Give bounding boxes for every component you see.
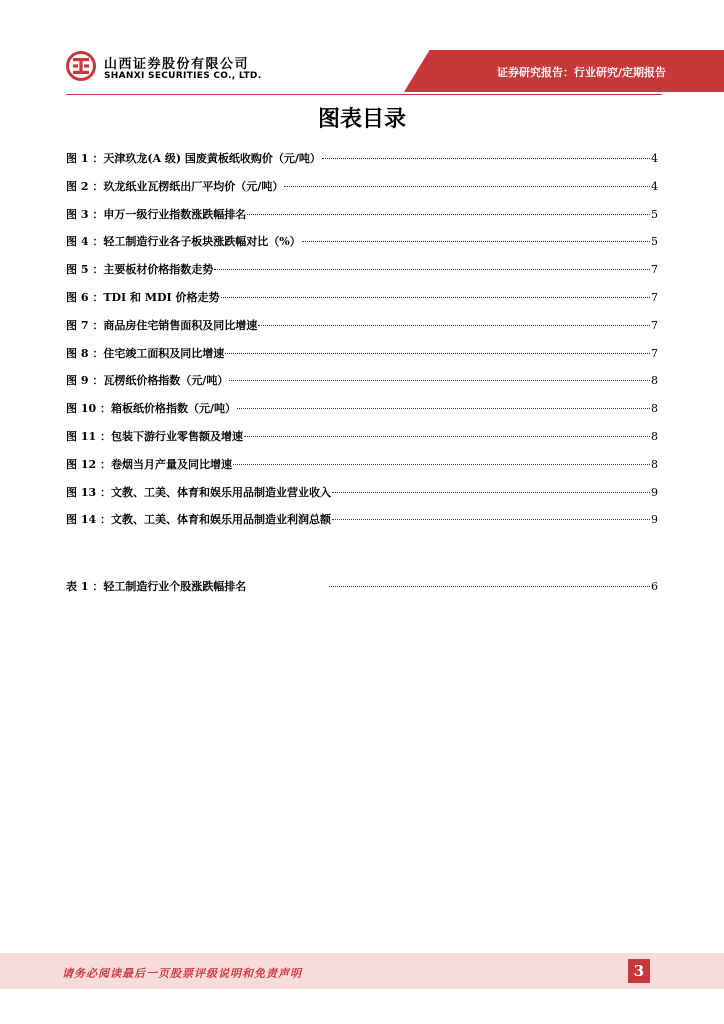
dot-leader bbox=[322, 157, 650, 159]
dot-leader bbox=[329, 585, 650, 587]
toc-entry-label: 图 12 ：卷烟当月产量及同比增速 bbox=[66, 457, 232, 471]
toc-entry-page: 4 bbox=[651, 152, 658, 165]
toc-entry-label: 图 7 ：商品房住宅销售面积及同比增速 bbox=[66, 318, 258, 332]
toc-entry-page: 5 bbox=[651, 235, 658, 249]
toc-entry-page: 4 bbox=[651, 179, 658, 193]
toc-entry-page: 7 bbox=[651, 346, 658, 360]
figure-toc-entry[interactable] bbox=[66, 511, 658, 539]
dot-leader bbox=[233, 463, 650, 465]
figure-toc-entry[interactable] bbox=[66, 317, 658, 345]
toc-entry-label: 图 1 ：天津玖龙(A 级) 国废黄板纸收购价（元/吨） bbox=[66, 152, 321, 165]
figure-toc-entry[interactable] bbox=[66, 400, 658, 428]
toc-entry-page: 9 bbox=[651, 485, 658, 499]
figure-toc-entry[interactable] bbox=[66, 261, 658, 289]
page-header bbox=[0, 0, 724, 100]
figure-toc-entry[interactable] bbox=[66, 233, 658, 261]
shanxi-securities-logo-icon bbox=[66, 51, 96, 81]
toc-entry-page: 8 bbox=[651, 457, 658, 471]
dot-leader bbox=[258, 324, 650, 326]
dot-leader bbox=[214, 268, 650, 270]
figure-list bbox=[66, 150, 658, 539]
figure-toc-entry[interactable] bbox=[66, 178, 658, 206]
footer-disclaimer: 请务必阅读最后一页股票评级说明和免责声明 bbox=[62, 967, 302, 980]
figure-toc-entry[interactable] bbox=[66, 345, 658, 373]
dot-leader bbox=[247, 213, 650, 215]
report-type-tag: 证券研究报告：行业研究/定期报告 bbox=[496, 66, 666, 79]
toc-entry-label: 图 13 ：文教、工美、体育和娱乐用品制造业营业收入 bbox=[66, 485, 331, 499]
figure-toc-entry[interactable] bbox=[66, 206, 658, 234]
dot-leader bbox=[332, 491, 650, 493]
dot-leader bbox=[332, 518, 650, 520]
dot-leader bbox=[221, 296, 650, 298]
table-list bbox=[66, 578, 658, 606]
table-toc-entry[interactable] bbox=[66, 578, 658, 606]
dot-leader bbox=[229, 379, 650, 381]
toc-entry-label: 图 6 ：TDI 和 MDI 价格走势 bbox=[66, 290, 220, 304]
toc-entry-page: 6 bbox=[651, 580, 658, 593]
toc-entry-label: 图 9 ：瓦楞纸价格指数（元/吨） bbox=[66, 374, 229, 388]
dot-leader bbox=[225, 352, 650, 354]
toc-entry-label: 表 1 ：轻工制造行业个股涨跌幅排名 bbox=[66, 580, 247, 593]
page-number: 3 bbox=[628, 959, 650, 983]
figure-toc-entry[interactable] bbox=[66, 484, 658, 512]
toc-entry-page: 7 bbox=[651, 290, 658, 304]
toc-entry-page: 9 bbox=[651, 513, 658, 527]
figure-toc-entry[interactable] bbox=[66, 150, 658, 178]
dot-leader bbox=[237, 407, 650, 409]
toc-entry-label: 图 3 ：申万一级行业指数涨跌幅排名 bbox=[66, 207, 247, 221]
dot-leader bbox=[302, 240, 650, 242]
figure-toc-entry[interactable] bbox=[66, 289, 658, 317]
figure-toc-entry[interactable] bbox=[66, 372, 658, 400]
toc-entry-page: 8 bbox=[651, 429, 658, 443]
toc-entry-page: 7 bbox=[651, 318, 658, 332]
company-name-en: SHANXI SECURITIES CO., LTD. bbox=[104, 71, 262, 81]
toc-entry-page: 8 bbox=[651, 374, 658, 388]
header-divider bbox=[66, 94, 662, 95]
toc-entry-page: 7 bbox=[651, 263, 658, 277]
toc-entry-label: 图 2 ：玖龙纸业瓦楞纸出厂平均价（元/吨） bbox=[66, 179, 284, 193]
toc-entry-page: 5 bbox=[651, 207, 658, 221]
toc-entry-label: 图 5 ：主要板材价格指数走势 bbox=[66, 263, 214, 277]
toc-entry-label: 图 8 ：住宅竣工面积及同比增速 bbox=[66, 346, 225, 360]
toc-entry-label: 图 11 ：包装下游行业零售额及增速 bbox=[66, 429, 243, 443]
page-title: 图表目录 bbox=[317, 107, 406, 132]
toc-entry-label: 图 14 ：文教、工美、体育和娱乐用品制造业利润总额 bbox=[66, 513, 331, 527]
toc-entry-label: 图 4 ：轻工制造行业各子板块涨跌幅对比（%） bbox=[66, 235, 301, 249]
figure-toc-entry[interactable] bbox=[66, 456, 658, 484]
dot-leader bbox=[284, 185, 650, 187]
toc-entry-page: 8 bbox=[651, 402, 658, 416]
dot-leader bbox=[244, 435, 650, 437]
company-name-cn: 山西证券股份有限公司 bbox=[104, 57, 250, 72]
figure-toc-entry[interactable] bbox=[66, 428, 658, 456]
toc-entry-label: 图 10 ：箱板纸价格指数（元/吨） bbox=[66, 402, 236, 416]
